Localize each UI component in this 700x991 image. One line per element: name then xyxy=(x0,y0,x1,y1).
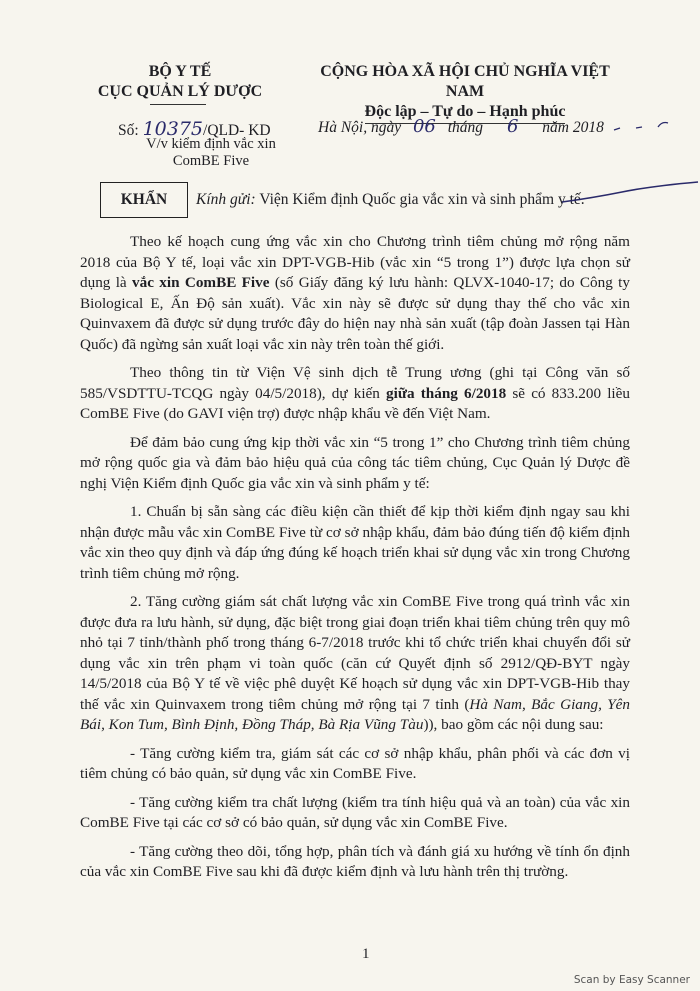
country-name: CỘNG HÒA XÃ HỘI CHỦ NGHĨA VIỆT NAM xyxy=(320,63,610,100)
recipient-line xyxy=(196,191,585,209)
document-body xyxy=(80,232,630,891)
paragraph-8: - Tăng cường theo dõi, tổng hợp, phân tích và đánh giá xu hướng về tính ổn định của vắc xin ComBE Five sau khi đã được kiểm định và lưu hành trên thị trường. xyxy=(80,842,630,880)
paragraph-7: - Tăng cường kiểm tra chất lượng (kiểm tra tính hiệu quả và an toàn) của vắc xin ComBE Five tại các cơ sở có bảo quản, sử dụng vắc xin ComBE Five. xyxy=(80,793,630,831)
subject-line-1: V/v kiểm định vắc xin xyxy=(146,136,276,152)
agency-parent: BỘ Y TẾ xyxy=(148,63,212,80)
paragraph-1 xyxy=(80,232,630,355)
national-motto: Độc lập – Tự do – Hạnh phúc xyxy=(365,102,566,124)
urgency-stamp: KHẨN xyxy=(100,182,188,218)
agency-underline xyxy=(150,104,206,105)
p1-text-a: Theo kế hoạch cung ứng vắc xin cho Chương trình tiêm chủng mở rộng năm 2018 của Bộ Y tế, loại vắc xin DPT-VGB-Hib (vắc xin “5 trong 1”) được lựa chọn sử dụng là xyxy=(80,233,630,291)
date-line xyxy=(318,116,678,138)
pen-stroke-icon xyxy=(560,180,700,210)
date-year: năm 2018 xyxy=(542,119,604,136)
date-month-label: tháng xyxy=(447,119,484,136)
doc-number-suffix: /QLD- KD xyxy=(203,122,271,139)
p5-text-a: 2. Tăng cường giám sát chất lượng vắc xin ComBE Five trong quá trình vắc xin được đưa ra lưu hành, sử dụng, đặc biệt trong giai đoạn triển khai tiêm chủng trên quy mô nhỏ tại 7 tỉnh/thành phố trong tháng 6-7/2018 trước khi tổ chức triển khai chuyển đổi sử dụng vắc xin trên phạm vi toàn quốc (căn cứ Quyết định số 2912/QĐ-BYT ngày 14/5/2018 của Bộ Y tế về việc phê duyệt Kế hoạch sử dụng vắc xin DPT-VGB-Hib thay thế vắc xin Quinvaxem trong tiêm chủng mở rộng tại 7 tỉnh ( xyxy=(80,593,630,713)
pen-scribble-icon xyxy=(608,118,678,138)
national-header xyxy=(300,62,630,124)
paragraph-6: - Tăng cường kiểm tra, giám sát các cơ sở nhập khẩu, phân phối và các đơn vị tiêm chủng có bảo quản, sử dụng vắc xin ComBE Five. xyxy=(80,744,630,782)
paragraph-4: 1. Chuẩn bị sẵn sàng các điều kiện cần thiết để kịp thời kiểm định ngay sau khi nhận được mẫu vắc xin ComBE Five từ cơ sở nhập khẩu, đảm bảo đúng tiến độ kiểm định vắc xin theo quy định và đáp ứng đúng kế hoạch triển khai sử dụng vắc xin trong Chương trình tiêm chủng mở rộng. xyxy=(80,503,630,582)
paragraph-3: Để đảm bảo cung ứng kịp thời vắc xin “5 trong 1” cho Chương trình tiêm chủng mở rộng quốc gia và đảm bảo hiệu quả của công tác tiêm chủng, Cục Quản lý Dược đề nghị Viện Kiểm định Quốc gia vắc xin và sinh phẩm y tế: xyxy=(80,433,630,492)
doc-number-handwritten: 10375 xyxy=(142,118,204,140)
p2-bold: giữa tháng 6/2018 xyxy=(386,384,507,402)
date-month: 6 xyxy=(506,116,519,137)
page-number: 1 xyxy=(362,946,370,962)
p1-bold: vắc xin ComBE Five xyxy=(132,274,270,291)
p2-text-b: sẽ có 833.200 liều ComBE Five (do GAVI viện trợ) được nhập khẩu về đến Việt Nam. xyxy=(80,384,630,422)
date-day: 06 xyxy=(412,116,436,137)
paragraph-2 xyxy=(80,363,630,425)
doc-number-prefix: Số: xyxy=(118,122,139,139)
agency-name: CỤC QUẢN LÝ DƯỢC xyxy=(97,83,263,100)
p5-text-b: )), bao gồm các nội dung sau: xyxy=(423,716,604,733)
recipient-name: Viện Kiểm định Quốc gia vắc xin và sinh phẩm y tế. xyxy=(259,191,585,208)
agency-header xyxy=(70,62,290,102)
p2-text-a: Theo thông tin từ Viện Vệ sinh dịch tễ Trung ương (ghi tại Công văn số 585/VSDTTU-TCQG ngày 04/5/2018), dự kiến xyxy=(80,364,630,402)
document-subject xyxy=(126,136,296,170)
scanner-watermark: Scan by Easy Scanner xyxy=(573,974,690,986)
recipient-label: Kính gửi: xyxy=(196,191,256,208)
p1-text-b: (số Giấy đăng ký lưu hành: QLVX-1040-17; do Công ty Biological E, Ấn Độ sản xuất). Vắc xin này sẽ được sử dụng thay thế cho vắc xin Quinvaxem đã được sử dụng trước đây do hiện nay nhà sản xuất (tập đoàn Jassen tại Hàn Quốc) đã ngừng sản xuất loại vắc xin này trên toàn thế giới. xyxy=(80,274,630,353)
paragraph-5 xyxy=(80,592,630,736)
subject-line-2: ComBE Five xyxy=(172,153,250,169)
p5-italic: Hà Nam, Bắc Giang, Yên Bái, Kon Tum, Bình Định, Đồng Tháp, Bà Rịa Vũng Tàu xyxy=(80,695,630,733)
date-place: Hà Nội, ngày xyxy=(318,119,402,136)
